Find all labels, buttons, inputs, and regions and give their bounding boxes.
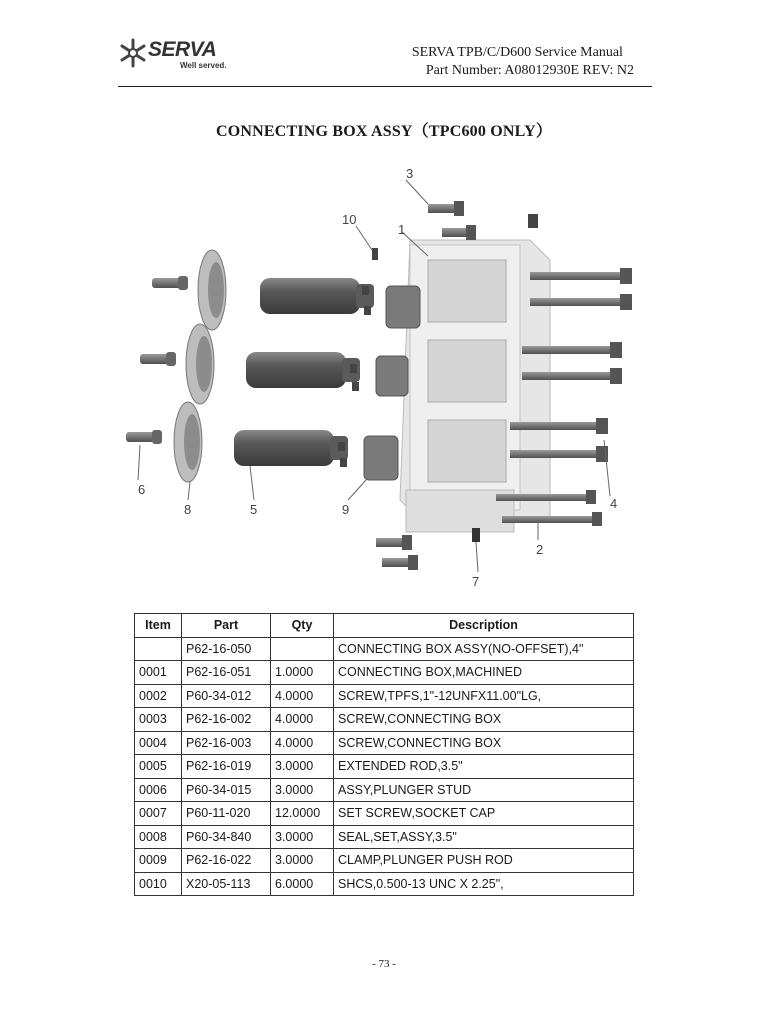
- parts-table-body: [135, 637, 634, 896]
- exploded-assembly-diagram: [110, 160, 670, 600]
- page-header: [118, 36, 652, 87]
- table-cell: ASSY,PLUNGER STUD: [334, 778, 634, 802]
- table-cell: 4.0000: [271, 684, 334, 708]
- table-row: [135, 731, 634, 755]
- table-cell: 3.0000: [271, 778, 334, 802]
- callout-6: 6: [138, 482, 146, 497]
- table-cell: 0009: [135, 849, 182, 873]
- table-row: [135, 684, 634, 708]
- serva-logo: [118, 36, 238, 78]
- logo-tagline: Well served.: [180, 61, 227, 70]
- part-number: Part Number: A08012930E REV: N2: [425, 63, 634, 78]
- table-cell: P62-16-050: [182, 637, 271, 661]
- table-cell: [135, 637, 182, 661]
- table-cell: P60-11-020: [182, 802, 271, 826]
- table-row: [135, 778, 634, 802]
- table-cell: CONNECTING BOX ASSY(NO-OFFSET),4": [334, 637, 634, 661]
- col-part: Part: [182, 614, 271, 638]
- snowflake-icon: [118, 36, 148, 70]
- table-cell: 0001: [135, 661, 182, 685]
- table-cell: P60-34-840: [182, 825, 271, 849]
- col-qty: Qty: [271, 614, 334, 638]
- table-cell: 4.0000: [271, 708, 334, 732]
- table-cell: 0010: [135, 872, 182, 896]
- table-cell: P62-16-019: [182, 755, 271, 779]
- table-cell: SET SCREW,SOCKET CAP: [334, 802, 634, 826]
- table-row: [135, 872, 634, 896]
- table-cell: 4.0000: [271, 731, 334, 755]
- table-cell: P62-16-051: [182, 661, 271, 685]
- table-cell: 0007: [135, 802, 182, 826]
- logo-wordmark: SERVA: [148, 38, 217, 61]
- table-row: [135, 708, 634, 732]
- connecting-box: [400, 240, 550, 532]
- table-row: [135, 802, 634, 826]
- table-cell: 0004: [135, 731, 182, 755]
- table-cell: P62-16-003: [182, 731, 271, 755]
- table-cell: 3.0000: [271, 849, 334, 873]
- table-cell: [271, 637, 334, 661]
- table-cell: 0005: [135, 755, 182, 779]
- table-cell: P60-34-015: [182, 778, 271, 802]
- callout-9: 9: [342, 502, 350, 517]
- table-cell: P60-34-012: [182, 684, 271, 708]
- callout-1: 1: [398, 222, 406, 237]
- callout-10: 10: [342, 212, 357, 227]
- page-number: - 73 -: [372, 958, 396, 970]
- parts-table: [134, 613, 634, 896]
- table-cell: 6.0000: [271, 872, 334, 896]
- table-cell: SHCS,0.500-13 UNC X 2.25",: [334, 872, 634, 896]
- table-row: [135, 637, 634, 661]
- callout-2: 2: [536, 542, 544, 557]
- callout-3: 3: [406, 166, 414, 181]
- table-cell: P62-16-002: [182, 708, 271, 732]
- table-row: [135, 825, 634, 849]
- manual-title: SERVA TPB/C/D600 Service Manual: [411, 45, 623, 60]
- table-row: [135, 755, 634, 779]
- callout-7: 7: [472, 574, 480, 589]
- table-cell: 3.0000: [271, 825, 334, 849]
- callout-5: 5: [250, 502, 258, 517]
- table-cell: 0003: [135, 708, 182, 732]
- table-cell: 0006: [135, 778, 182, 802]
- callout-8: 8: [184, 502, 192, 517]
- page-title: CONNECTING BOX ASSY（TPC600 ONLY）: [215, 123, 553, 140]
- table-cell: 0008: [135, 825, 182, 849]
- table-cell: 0002: [135, 684, 182, 708]
- col-description: Description: [334, 614, 634, 638]
- header-info: [412, 44, 634, 80]
- table-header-row: [135, 614, 634, 638]
- table-cell: 1.0000: [271, 661, 334, 685]
- table-cell: CLAMP,PLUNGER PUSH ROD: [334, 849, 634, 873]
- col-item: Item: [135, 614, 182, 638]
- table-cell: EXTENDED ROD,3.5": [334, 755, 634, 779]
- table-cell: P62-16-022: [182, 849, 271, 873]
- table-cell: SEAL,SET,ASSY,3.5": [334, 825, 634, 849]
- callout-4: 4: [610, 496, 618, 511]
- table-cell: 12.0000: [271, 802, 334, 826]
- table-cell: SCREW,CONNECTING BOX: [334, 708, 634, 732]
- table-cell: 3.0000: [271, 755, 334, 779]
- table-cell: X20-05-113: [182, 872, 271, 896]
- table-cell: SCREW,CONNECTING BOX: [334, 731, 634, 755]
- table-cell: CONNECTING BOX,MACHINED: [334, 661, 634, 685]
- table-row: [135, 661, 634, 685]
- table-row: [135, 849, 634, 873]
- table-cell: SCREW,TPFS,1"-12UNFX11.00"LG,: [334, 684, 634, 708]
